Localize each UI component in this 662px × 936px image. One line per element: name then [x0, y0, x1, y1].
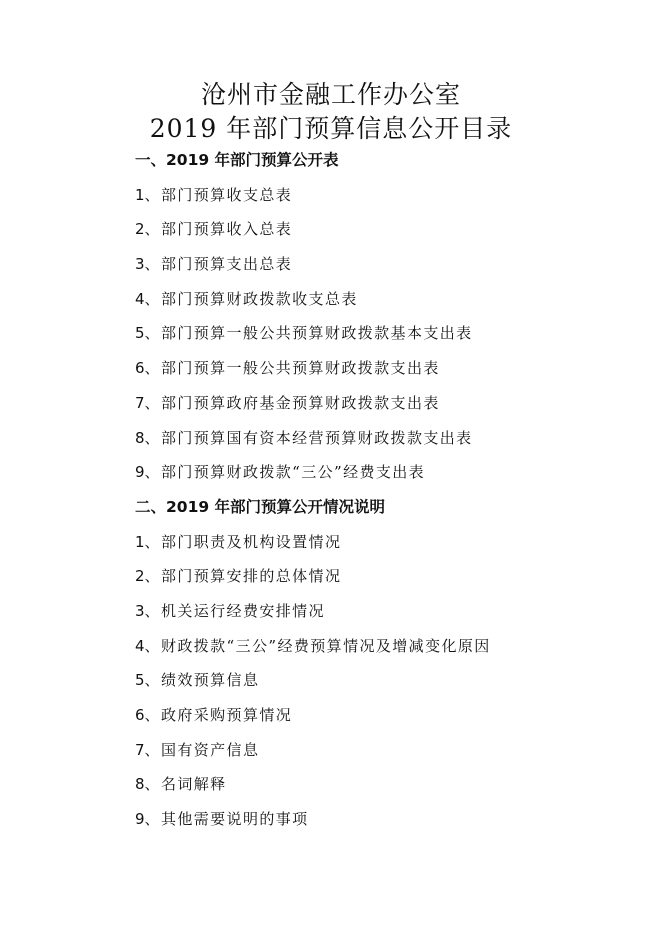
item-text: 、部门预算收入总表 [144, 220, 293, 239]
list-item [135, 427, 655, 462]
item-number: 4 [135, 636, 145, 655]
item-number: 1 [135, 185, 145, 204]
list-item [135, 253, 655, 288]
item-number: 7 [135, 393, 145, 412]
list-item [135, 461, 655, 496]
item-text: 、绩效预算信息 [144, 671, 260, 690]
item-text: 、名词解释 [144, 775, 227, 794]
item-text: 、部门预算一般公共预算财政拨款基本支出表 [144, 324, 473, 343]
list-item [135, 669, 655, 704]
item-text: 、部门预算国有资本经营预算财政拨款支出表 [144, 428, 473, 447]
item-number: 3 [135, 601, 145, 620]
list-item [135, 773, 655, 808]
list-item [135, 531, 655, 566]
item-number: 9 [135, 810, 145, 829]
list-item [135, 635, 655, 670]
item-text: 、部门预算安排的总体情况 [144, 567, 342, 586]
list-item [135, 565, 655, 600]
list-item [135, 704, 655, 739]
section-heading-explanation: 二、2019 年部门预算公开情况说明 [135, 497, 386, 516]
item-text: 、政府采购预算情况 [144, 706, 293, 724]
item-number: 8 [135, 775, 145, 794]
list-item [135, 322, 655, 357]
item-number: 2 [135, 220, 145, 239]
document-title-line2: 2019 年部门预算信息公开目录 [149, 114, 513, 143]
item-number: 3 [135, 255, 145, 274]
item-text: 、国有资产信息 [144, 740, 260, 759]
item-number: 1 [135, 532, 145, 551]
item-number: 4 [135, 289, 145, 308]
item-number: 8 [135, 428, 145, 447]
list-item [135, 739, 655, 774]
item-number: 5 [135, 671, 145, 690]
list-item [135, 288, 655, 323]
document-title-line1: 沧州市金融工作办公室 [200, 80, 461, 109]
list-item [135, 392, 655, 427]
list-item [135, 357, 655, 392]
table-of-contents [135, 149, 655, 843]
item-text: 、部门预算支出总表 [144, 255, 293, 274]
list-item [135, 184, 655, 219]
item-text: 、机关运行经费安排情况 [144, 601, 325, 620]
item-text: 、财政拨款“三公”经费预算情况及增减变化原因 [144, 636, 491, 655]
item-text: 、其他需要说明的事项 [144, 810, 309, 829]
item-number: 2 [135, 567, 145, 586]
item-text: 、部门预算收支总表 [144, 185, 293, 204]
item-text: 、部门预算政府基金预算财政拨款支出表 [144, 393, 440, 412]
item-text: 、部门预算一般公共预算财政拨款支出表 [144, 359, 440, 378]
item-number: 9 [135, 463, 145, 482]
list-item [135, 600, 655, 635]
item-number: 6 [135, 706, 145, 724]
item-text: 、部门预算财政拨款“三公”经费支出表 [144, 463, 426, 482]
item-number: 7 [135, 740, 145, 759]
section-heading-tables: 一、2019 年部门预算公开表 [135, 151, 339, 169]
item-number: 6 [135, 359, 145, 378]
item-text: 、部门职责及机构设置情况 [144, 532, 342, 551]
item-number: 5 [135, 324, 145, 343]
item-text: 、部门预算财政拨款收支总表 [144, 289, 358, 308]
list-item [135, 218, 655, 253]
list-item [135, 808, 655, 843]
